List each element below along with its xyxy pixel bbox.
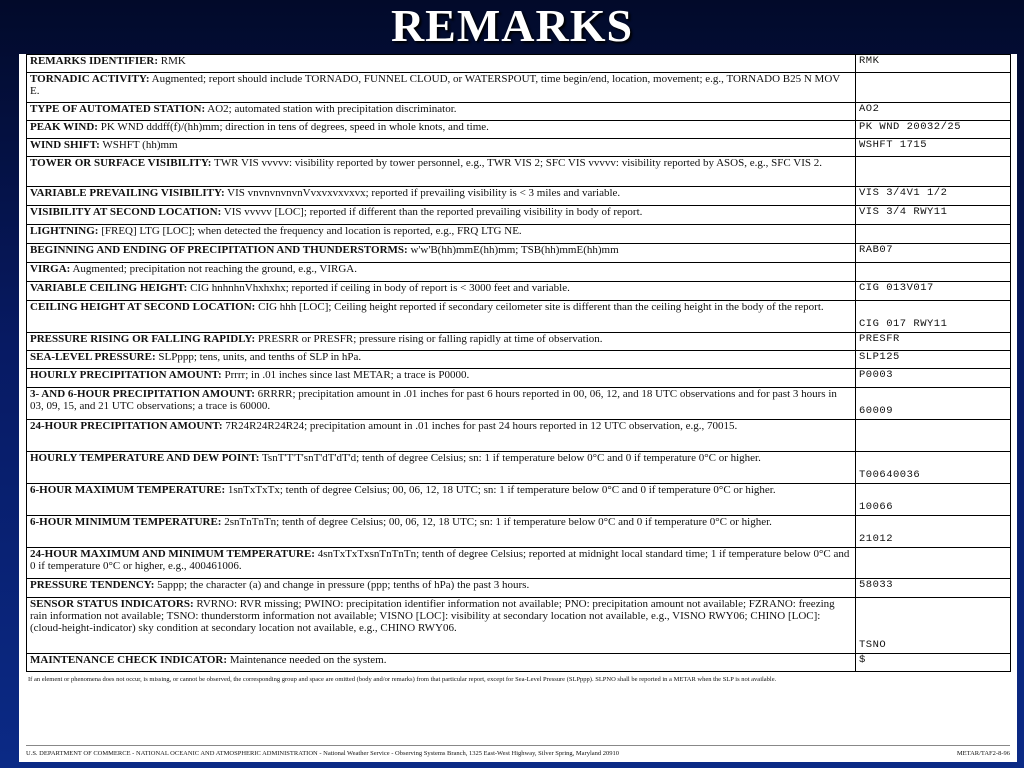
remark-label: MAINTENANCE CHECK INDICATOR: (30, 654, 227, 666)
remark-description: SLPppp; tens, units, and tenths of SLP in hPa. (155, 351, 362, 363)
remark-description: Augmented; precipitation not reaching the ground, e.g., VIRGA. (70, 263, 357, 275)
remark-label: PRESSURE RISING OR FALLING RAPIDLY: (30, 333, 256, 345)
remark-description: 6RRRR; precipitation amount in .01 inches for past 6 hours reported in 00, 06, 12, and 18 UTC observations and for past 3 hours in 03, 09, 15, and 21 UTC observations; a trace is 60000. (30, 388, 837, 412)
remark-description: VIS vvvvv [LOC]; reported if different than the reported prevailing visibility in body of report. (221, 206, 643, 218)
remark-description: [FREQ] LTG [LOC]; when detected the frequency and location is reported, e.g., FRQ LTG NE. (98, 225, 522, 237)
table-row (27, 516, 1011, 548)
remark-description-cell (27, 121, 856, 139)
remark-description: RVRNO: RVR missing; PWINO: precipitation identifier information not available; PNO: precipitation amount not available; FZRANO: freezing rain information not available; TSNO: thunderstorm information not available; VISNO [LOC]: visibility at secondary location not available, e.g., VISNO RWY06; CHINO [LOC]: (cloud-height-indicator) sky condition at secondary location not available, e.g., CHINO RWY06. (30, 598, 835, 634)
remark-label: VARIABLE CEILING HEIGHT: (30, 282, 188, 294)
remarks-document (19, 54, 1017, 762)
remark-description-cell (27, 333, 856, 351)
table-row (27, 103, 1011, 121)
footer-form-id: METAR/TAF2-8-96 (956, 750, 1010, 757)
remark-label: HOURLY PRECIPITATION AMOUNT: (30, 369, 222, 381)
remark-label: REMARKS IDENTIFIER: (30, 55, 159, 67)
table-row (27, 369, 1011, 388)
remark-description: 7R24R24R24R24; precipitation amount in .01 inches for past 24 hours reported in 12 UTC observation, e.g., 70015. (222, 420, 738, 432)
remark-label: LIGHTNING: (30, 225, 99, 237)
remark-description: w'w'B(hh)mmE(hh)mm; TSB(hh)mmE(hh)mm (407, 244, 619, 256)
remark-description-cell (27, 369, 856, 388)
table-row (27, 187, 1011, 206)
remark-example-code: WSHFT 1715 (856, 139, 1011, 157)
remark-example-code: 60009 (856, 388, 1011, 420)
table-row (27, 484, 1011, 516)
remark-description: CIG hhh [LOC]; Ceiling height reported if secondary ceilometer site is different than the ceiling height in the body of the report. (255, 301, 824, 313)
remark-example-code: T00640036 (856, 452, 1011, 484)
document-footer (26, 745, 1010, 758)
remark-example-code (856, 157, 1011, 187)
table-row (27, 333, 1011, 351)
table-row (27, 598, 1011, 654)
remark-description-cell (27, 187, 856, 206)
table-row (27, 388, 1011, 420)
remark-description-cell (27, 103, 856, 121)
remark-description: 1snTxTxTx; tenth of degree Celsius; 00, 06, 12, 18 UTC; sn: 1 if temperature below 0°C and 0 if temperature 0°C or higher. (225, 484, 776, 496)
remark-description-cell (27, 301, 856, 333)
remark-example-code (856, 73, 1011, 103)
remark-example-code: $ (856, 654, 1011, 672)
table-row (27, 548, 1011, 579)
remark-description-cell (27, 484, 856, 516)
remark-example-code: AO2 (856, 103, 1011, 121)
remark-example-code: 10066 (856, 484, 1011, 516)
footer-agency: U.S. DEPARTMENT OF COMMERCE - NATIONAL OCEANIC AND ATMOSPHERIC ADMINISTRATION - National Weather Service - Observing Systems Branch, 1325 East-West Highway, Silver Spring, Maryland 20910 (26, 750, 620, 757)
remark-description-cell (27, 452, 856, 484)
remark-label: CEILING HEIGHT AT SECOND LOCATION: (30, 301, 256, 313)
remark-label: 6-HOUR MINIMUM TEMPERATURE: (30, 516, 222, 528)
remark-description-cell (27, 654, 856, 672)
table-row (27, 244, 1011, 263)
remark-description: RMK (158, 55, 186, 67)
remark-description: WSHFT (hh)mm (99, 139, 178, 151)
remark-label: 6-HOUR MAXIMUM TEMPERATURE: (30, 484, 226, 496)
slide-title: REMARKS (390, 0, 634, 51)
remark-description-cell (27, 263, 856, 282)
remark-example-code: VIS 3/4 RWY11 (856, 206, 1011, 225)
remark-label: VIRGA: (30, 263, 71, 275)
remark-label: 24-HOUR PRECIPITATION AMOUNT: (30, 420, 223, 432)
table-row (27, 301, 1011, 333)
remark-example-code (856, 420, 1011, 452)
remark-description-cell (27, 420, 856, 452)
table-row (27, 263, 1011, 282)
remark-description-cell (27, 282, 856, 301)
remark-example-code (856, 263, 1011, 282)
remark-example-code: PRESFR (856, 333, 1011, 351)
remark-example-code: CIG 017 RWY11 (856, 301, 1011, 333)
remark-description-cell (27, 225, 856, 244)
table-row (27, 654, 1011, 672)
table-row (27, 121, 1011, 139)
remark-label: WIND SHIFT: (30, 139, 100, 151)
remark-description-cell (27, 516, 856, 548)
remark-label: TYPE OF AUTOMATED STATION: (30, 103, 206, 115)
table-row (27, 452, 1011, 484)
remarks-table (26, 54, 1011, 672)
remark-label: PRESSURE TENDENCY: (30, 579, 155, 591)
remark-description: VIS vnvnvnvnvnVvxvxvxvxvx; reported if prevailing visibility is < 3 miles and variable. (224, 187, 621, 199)
remark-example-code (856, 548, 1011, 579)
remark-description: 2snTnTnTn; tenth of degree Celsius; 00, 06, 12, 18 UTC; sn: 1 if temperature below 0°C and 0 if temperature 0°C or higher. (221, 516, 772, 528)
remark-description: TsnT'T'T'snT'dT'dT'd; tenth of degree Celsius; sn: 1 if temperature below 0°C and 0 if temperature 0°C or higher. (259, 452, 761, 464)
remark-description-cell (27, 351, 856, 369)
table-row (27, 73, 1011, 103)
remark-example-code: VIS 3/4V1 1/2 (856, 187, 1011, 206)
remark-description-cell (27, 388, 856, 420)
remark-description-cell (27, 206, 856, 225)
table-row (27, 282, 1011, 301)
table-row (27, 420, 1011, 452)
remark-description: TWR VIS vvvvv: visibility reported by tower personnel, e.g., TWR VIS 2; SFC VIS vvvvv: visibility reported by ASOS, e.g., SFC VIS 2. (211, 157, 822, 169)
remark-description: Prrrr; in .01 inches since last METAR; a trace is P0000. (221, 369, 470, 381)
table-row (27, 225, 1011, 244)
remark-description-cell (27, 244, 856, 263)
remark-description: Maintenance needed on the system. (227, 654, 387, 666)
remark-label: VISIBILITY AT SECOND LOCATION: (30, 206, 222, 218)
table-row (27, 206, 1011, 225)
remark-description-cell (27, 139, 856, 157)
remark-label: TORNADIC ACTIVITY: (30, 73, 150, 85)
remark-example-code: 21012 (856, 516, 1011, 548)
remark-example-code: TSNO (856, 598, 1011, 654)
remark-label: SEA-LEVEL PRESSURE: (30, 351, 156, 363)
remark-label: TOWER OR SURFACE VISIBILITY: (30, 157, 212, 169)
remark-description-cell (27, 579, 856, 598)
remark-description-cell (27, 548, 856, 579)
remark-description: PK WND dddff(f)/(hh)mm; direction in tens of degrees, speed in whole knots, and time. (97, 121, 489, 133)
remark-label: VARIABLE PREVAILING VISIBILITY: (30, 187, 225, 199)
remark-description: 4snTxTxTxsnTnTnTn; tenth of degree Celsius; reported at midnight local standard time; 1 if temperature below 0°C and 0 if temperature 0°C or higher, e.g., 400461006. (30, 548, 850, 572)
remark-description: 5appp; the character (a) and change in pressure (ppp; tenths of hPa) the past 3 hours. (154, 579, 530, 591)
remark-label: 24-HOUR MAXIMUM AND MINIMUM TEMPERATURE: (30, 548, 315, 560)
table-row (27, 139, 1011, 157)
remark-description: AO2; automated station with precipitation discriminator. (205, 103, 457, 115)
table-row (27, 351, 1011, 369)
remark-label: SENSOR STATUS INDICATORS: (30, 598, 194, 610)
remark-example-code: 58033 (856, 579, 1011, 598)
remark-label: PEAK WIND: (30, 121, 98, 133)
remark-example-code (856, 225, 1011, 244)
remark-label: HOURLY TEMPERATURE AND DEW POINT: (30, 452, 260, 464)
remark-example-code: SLP125 (856, 351, 1011, 369)
remark-description: Augmented; report should include TORNADO, FUNNEL CLOUD, or WATERSPOUT, time begin/end, location, movement; e.g., TORNADO B25 N MOV E. (30, 73, 841, 97)
remark-description-cell (27, 157, 856, 187)
remark-example-code: P0003 (856, 369, 1011, 388)
omission-note: If an element or phenomena does not occur, is missing, or cannot be observed, the corresponding group and space are omitted (body and/or remarks) from that particular report, except for Sea-Level Pressure (SLPppp). SLPNO shall be reported in a METAR when the SLP is not available. (28, 676, 777, 683)
table-row (27, 579, 1011, 598)
remark-description: PRESRR or PRESFR; pressure rising or falling rapidly at time of observation. (255, 333, 603, 345)
table-row (27, 157, 1011, 187)
remark-description-cell (27, 55, 856, 73)
remark-description-cell (27, 73, 856, 103)
table-row (27, 55, 1011, 73)
remark-description: CIG hnhnhnVhxhxhx; reported if ceiling in body of report is < 3000 feet and variable. (187, 282, 570, 294)
remark-example-code: RMK (856, 55, 1011, 73)
remark-description-cell (27, 598, 856, 654)
remark-example-code: PK WND 20032/25 (856, 121, 1011, 139)
remark-label: BEGINNING AND ENDING OF PRECIPITATION AND THUNDERSTORMS: (30, 244, 408, 256)
remark-example-code: RAB07 (856, 244, 1011, 263)
remark-example-code: CIG 013V017 (856, 282, 1011, 301)
remark-label: 3- AND 6-HOUR PRECIPITATION AMOUNT: (30, 388, 255, 400)
